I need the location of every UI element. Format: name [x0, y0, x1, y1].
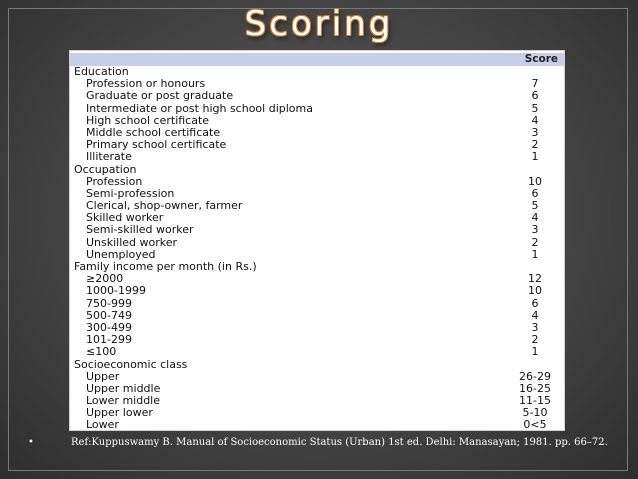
row-label: Primary school certificate — [86, 138, 227, 152]
row-label: Profession or honours — [86, 77, 206, 91]
table-row — [70, 334, 564, 346]
row-score: 10 — [528, 174, 542, 188]
row-score: 2 — [531, 235, 539, 249]
slide-title: Scoring — [244, 4, 394, 44]
row-label: ≤100 — [86, 345, 117, 359]
row-score: 4 — [531, 113, 539, 127]
row-score: 6 — [531, 89, 539, 103]
row-score: 6 — [531, 186, 539, 200]
row-score: 1 — [531, 345, 539, 359]
row-score: 7 — [531, 77, 539, 91]
table-section-row — [70, 359, 564, 371]
score-header-label: Score — [524, 53, 558, 65]
section-label: Socioeconomic class — [74, 357, 188, 371]
row-label: ≥2000 — [86, 272, 124, 286]
table-row — [70, 419, 564, 431]
row-score: 4 — [531, 211, 539, 225]
section-label: Occupation — [74, 162, 137, 176]
row-score: 12 — [528, 272, 542, 286]
row-score: 1 — [531, 150, 539, 164]
row-label: Lower middle — [86, 394, 161, 408]
row-label: Upper lower — [86, 406, 153, 420]
row-score: 16-25 — [519, 381, 551, 395]
row-score: 26-29 — [519, 369, 551, 383]
table-row — [70, 407, 564, 419]
table-row — [70, 151, 564, 163]
table-section-row — [70, 164, 564, 176]
row-score: 3 — [531, 320, 539, 334]
table-row — [70, 322, 564, 334]
row-label: High school certificate — [86, 113, 210, 127]
bullet-icon: • — [28, 437, 34, 448]
row-label: 500-749 — [86, 308, 132, 322]
scoring-table — [69, 50, 565, 431]
row-label: 750-999 — [86, 296, 132, 310]
row-score: 4 — [531, 308, 539, 322]
row-score: 5 — [531, 199, 539, 213]
row-label: Clerical, shop-owner, farmer — [86, 199, 243, 213]
row-label: Unemployed — [86, 247, 156, 261]
section-label: Family income per month (in Rs.) — [74, 260, 257, 273]
row-score: 11-15 — [519, 394, 551, 408]
row-label: Upper middle — [86, 381, 161, 395]
table-row — [70, 298, 564, 310]
row-label: 101-299 — [86, 333, 132, 347]
row-score: 2 — [531, 333, 539, 347]
row-score: 6 — [531, 296, 539, 310]
row-score: 5-10 — [522, 406, 548, 420]
score-column-header — [70, 53, 564, 66]
row-label: Graduate or post graduate — [86, 89, 234, 103]
row-label: 300-499 — [86, 320, 132, 334]
row-score: 0<5 — [523, 418, 547, 432]
table-section-row — [70, 261, 564, 273]
table-rows — [70, 66, 564, 432]
row-label: Intermediate or post high school diploma — [86, 101, 313, 115]
row-label: 1000-1999 — [86, 284, 146, 298]
row-label: Upper — [86, 369, 120, 383]
row-label: Semi-profession — [86, 186, 175, 200]
row-label: Skilled worker — [86, 211, 164, 225]
row-label: Illiterate — [86, 150, 132, 164]
row-score: 3 — [531, 125, 539, 139]
row-label: Profession — [86, 174, 143, 188]
row-score: 10 — [528, 284, 542, 298]
table-row — [70, 139, 564, 151]
row-score: 2 — [531, 138, 539, 152]
row-label: Unskilled worker — [86, 235, 178, 249]
row-label: Lower — [86, 418, 119, 432]
row-label: Middle school certificate — [86, 125, 221, 139]
table-row — [70, 285, 564, 297]
row-score: 5 — [531, 101, 539, 115]
reference-text: Ref:Kuppuswamy B. Manual of Socioeconomic Status (Urban) 1st ed. Delhi: Manasayan; 1981. pp. 66–72. — [71, 437, 608, 448]
row-score: 1 — [531, 247, 539, 261]
row-score: 3 — [531, 223, 539, 237]
section-label: Education — [74, 65, 129, 78]
table-row — [70, 310, 564, 322]
row-label: Semi-skilled worker — [86, 223, 194, 237]
